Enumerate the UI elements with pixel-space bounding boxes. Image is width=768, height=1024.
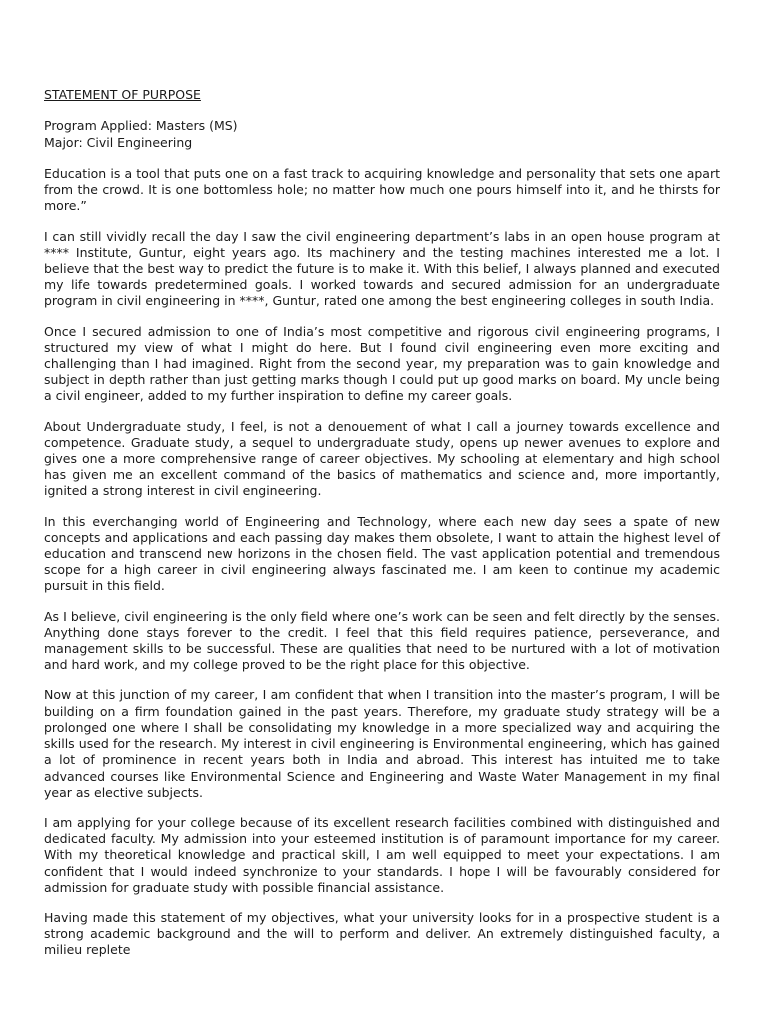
- major-line: Major: Civil Engineering: [44, 135, 193, 150]
- paragraph-field-belief: As I believe, civil engineering is the only field where one’s work can be seen and felt directly by the senses. Anything done stays forever to the credit. I feel that this field requires patience, perseverance, and management skills to be successful. These are qualities that need to be nurtured with a lot of motivation and hard work, and my college proved to be the right place for this objective.: [44, 608, 720, 673]
- program-info: [44, 117, 720, 151]
- paragraph-admission: Once I secured admission to one of India’s most competitive and rigorous civil engineering programs, I structured my view of what I might do here. But I found civil engineering even more exciting and challenging than I had imagined. Right from the second year, my preparation was to gain knowledge and subject in depth rather than just getting marks though I could put up good marks on board. My uncle being a civil engineer, added to my further inspiration to define my career goals.: [44, 323, 720, 404]
- paragraph-applying-reason: I am applying for your college because of its excellent research facilities combined with distinguished and dedicated faculty. My admission into your esteemed institution is of paramount importance for my career. With my theoretical knowledge and practical skill, I am well equipped to meet your expectations. I am confident that I would indeed synchronize to your standards. I hope I will be favourably considered for admission for graduate study with possible financial assistance.: [44, 814, 720, 895]
- document-title: STATEMENT OF PURPOSE: [44, 87, 201, 102]
- document-page: [44, 86, 720, 973]
- paragraph-objectives: Having made this statement of my objectives, what your university looks for in a prospective student is a strong academic background and the will to perform and deliver. An extremely distinguished faculty, a milieu replete: [44, 909, 720, 958]
- paragraph-education-quote: Education is a tool that puts one on a fast track to acquiring knowledge and personality that sets one apart from the crowd. It is one bottomless hole; no matter how much one pours himself into it, and he thirsts for more.”: [44, 166, 720, 214]
- paragraph-career-junction: Now at this junction of my career, I am confident that when I transition into the master’s program, I will be building on a firm foundation gained in the past years. Therefore, my graduate study strategy will be a prolonged one where I shall be consolidating my knowledge in a more specialized way and acquiring the skills used for the research. My interest in civil engineering is Environmental engineering, which has gained a lot of prominence in recent years both in India and abroad. This interest has intuited me to take advanced courses like Environmental Science and Engineering and Waste Water Management in my final year as elective subjects.: [44, 687, 720, 800]
- paragraph-undergraduate-study: About Undergraduate study, I feel, is not a denouement of what I call a journey towards excellence and competence. Graduate study, a sequel to undergraduate study, opens up newer avenues to explore and gives one a more comprehensive range of career objectives. My schooling at elementary and high school has given me an excellent command of the basics of mathematics and science and, more importantly, ignited a strong interest in civil engineering.: [44, 418, 720, 499]
- program-applied-line: Program Applied: Masters (MS): [44, 118, 238, 133]
- paragraph-engineering-technology: In this everchanging world of Engineering and Technology, where each new day sees a spate of new concepts and applications and each passing day makes them obsolete, I want to attain the highest level of education and transcend new horizons in the chosen field. The vast application potential and tremendous scope for a high career in civil engineering always fascinated me. I am keen to continue my academic pursuit in this field.: [44, 513, 720, 594]
- paragraph-open-house: I can still vividly recall the day I saw the civil engineering department’s labs in an open house program at **** Institute, Guntur, eight years ago. Its machinery and the testing machines interested me a lot. I believe that the best way to predict the future is to make it. With this belief, I always planned and executed my life towards predetermined goals. I worked towards and secured admission for an undergraduate program in civil engineering in ****, Guntur, rated one among the best engineering colleges in south India.: [44, 228, 720, 309]
